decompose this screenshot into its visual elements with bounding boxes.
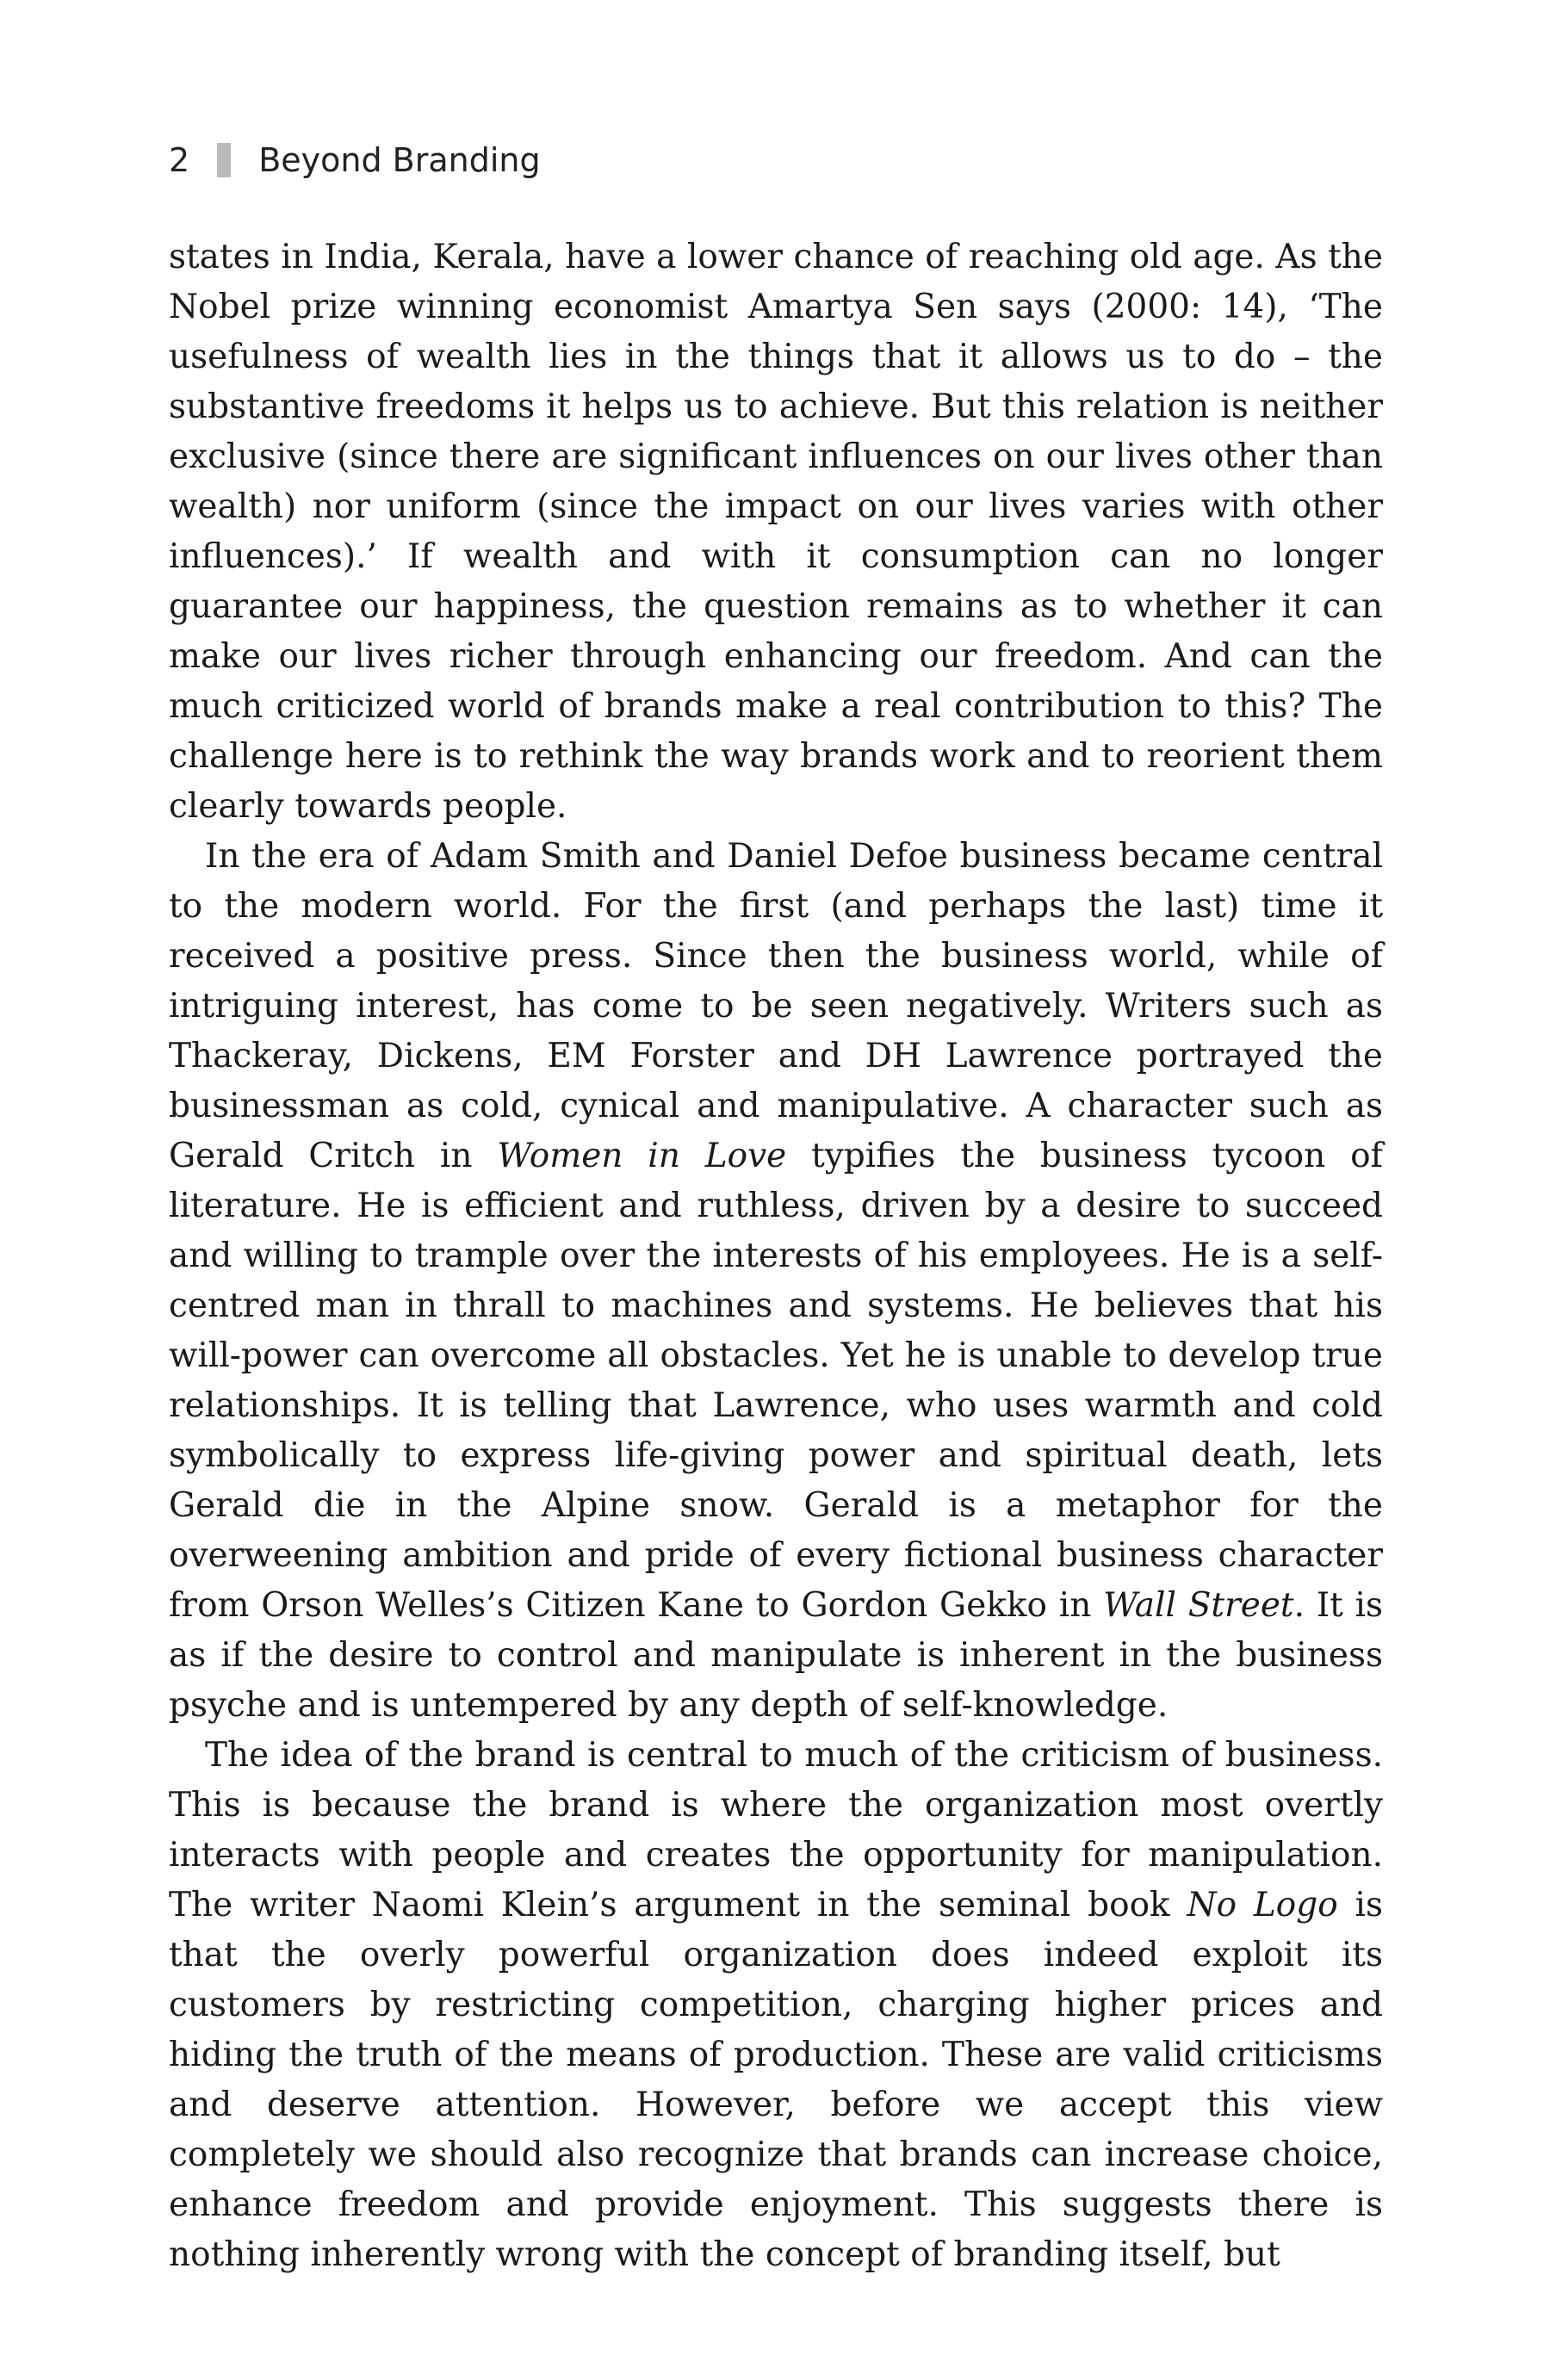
book-title-women-in-love: Women in Love bbox=[497, 1137, 787, 1175]
paragraph-3-text-b: is that the overly powerful organization does indeed exploit its customers by restricting competition, charging higher prices and hiding the truth of the means of production. These are valid criticisms and deserve attention. However, before we accept this view completely we should also recognize that brands can increase choice, enhance freedom and provide enjoyment. This suggests there is nothing inherently wrong with the concept of branding itself, but bbox=[169, 1886, 1384, 2274]
body-text bbox=[169, 232, 1383, 2280]
running-head bbox=[169, 134, 541, 186]
book-title: Beyond Branding bbox=[258, 141, 541, 179]
paragraph-2-text-c: . It is as if the desire to control and manipulate is inherent in the business psyche and is untempered by any depth of self-knowledge. bbox=[169, 1586, 1383, 1725]
film-title-wall-street: Wall Street bbox=[1103, 1586, 1294, 1625]
page-number: 2 bbox=[169, 141, 190, 179]
paragraph-3-text-a: The idea of the brand is central to much of the criticism of business. This is because the brand is where the organization most overtly interacts with people and creates the opportunity for manipulation. The writer Naomi Klein’s argument in the seminal book bbox=[169, 1736, 1383, 1924]
paragraph-3 bbox=[169, 1731, 1383, 2280]
paragraph-1-text: states in India, Kerala, have a lower chance of reaching old age. As the Nobel prize winning economist Amartya Sen says (2000: 14), ‘The usefulness of wealth lies in the things that it allows us to do – the substantive freedoms it helps us to achieve. But this relation is neither exclusive (since there are significant influences on our lives other than wealth) nor uniform (since the impact on our lives varies with other influences).’ If wealth and with it consumption can no longer guarantee our happiness, the question remains as to whether it can make our lives richer through enhancing our freedom. And can the much criticized world of brands make a real contribution to this? The challenge here is to rethink the way brands work and to reorient them clearly towards people. bbox=[169, 238, 1383, 826]
running-head-marker bbox=[217, 143, 231, 177]
book-title-no-logo: No Logo bbox=[1187, 1886, 1338, 1924]
paragraph-2 bbox=[169, 832, 1383, 1731]
paragraph-1 bbox=[169, 232, 1383, 832]
paragraph-2-text-a: In the era of Adam Smith and Daniel Defoe business became central to the modern world. For the first (and perhaps the last) time it received a positive press. Since then the business world, while of intriguing interest, has come to be seen negatively. Writers such as Thackeray, Dickens, EM Forster and DH Lawrence portrayed the businessman as cold, cynical and manipulative. A character such as Gerald Critch in bbox=[169, 837, 1383, 1175]
paragraph-2-text-b: typifies the business tycoon of literature. He is efficient and ruthless, driven by a desire to succeed and willing to trample over the interests of his employees. He is a self-centred man in thrall to machines and systems. He believes that his will-power can overcome all obstacles. Yet he is unable to develop true relationships. It is telling that Lawrence, who uses warmth and cold symbolically to express life-giving power and spiritual death, lets Gerald die in the Alpine snow. Gerald is a metaphor for the overweening ambition and pride of every fictional business character from Orson Welles’s Citizen Kane to Gordon Gekko in bbox=[169, 1137, 1383, 1625]
